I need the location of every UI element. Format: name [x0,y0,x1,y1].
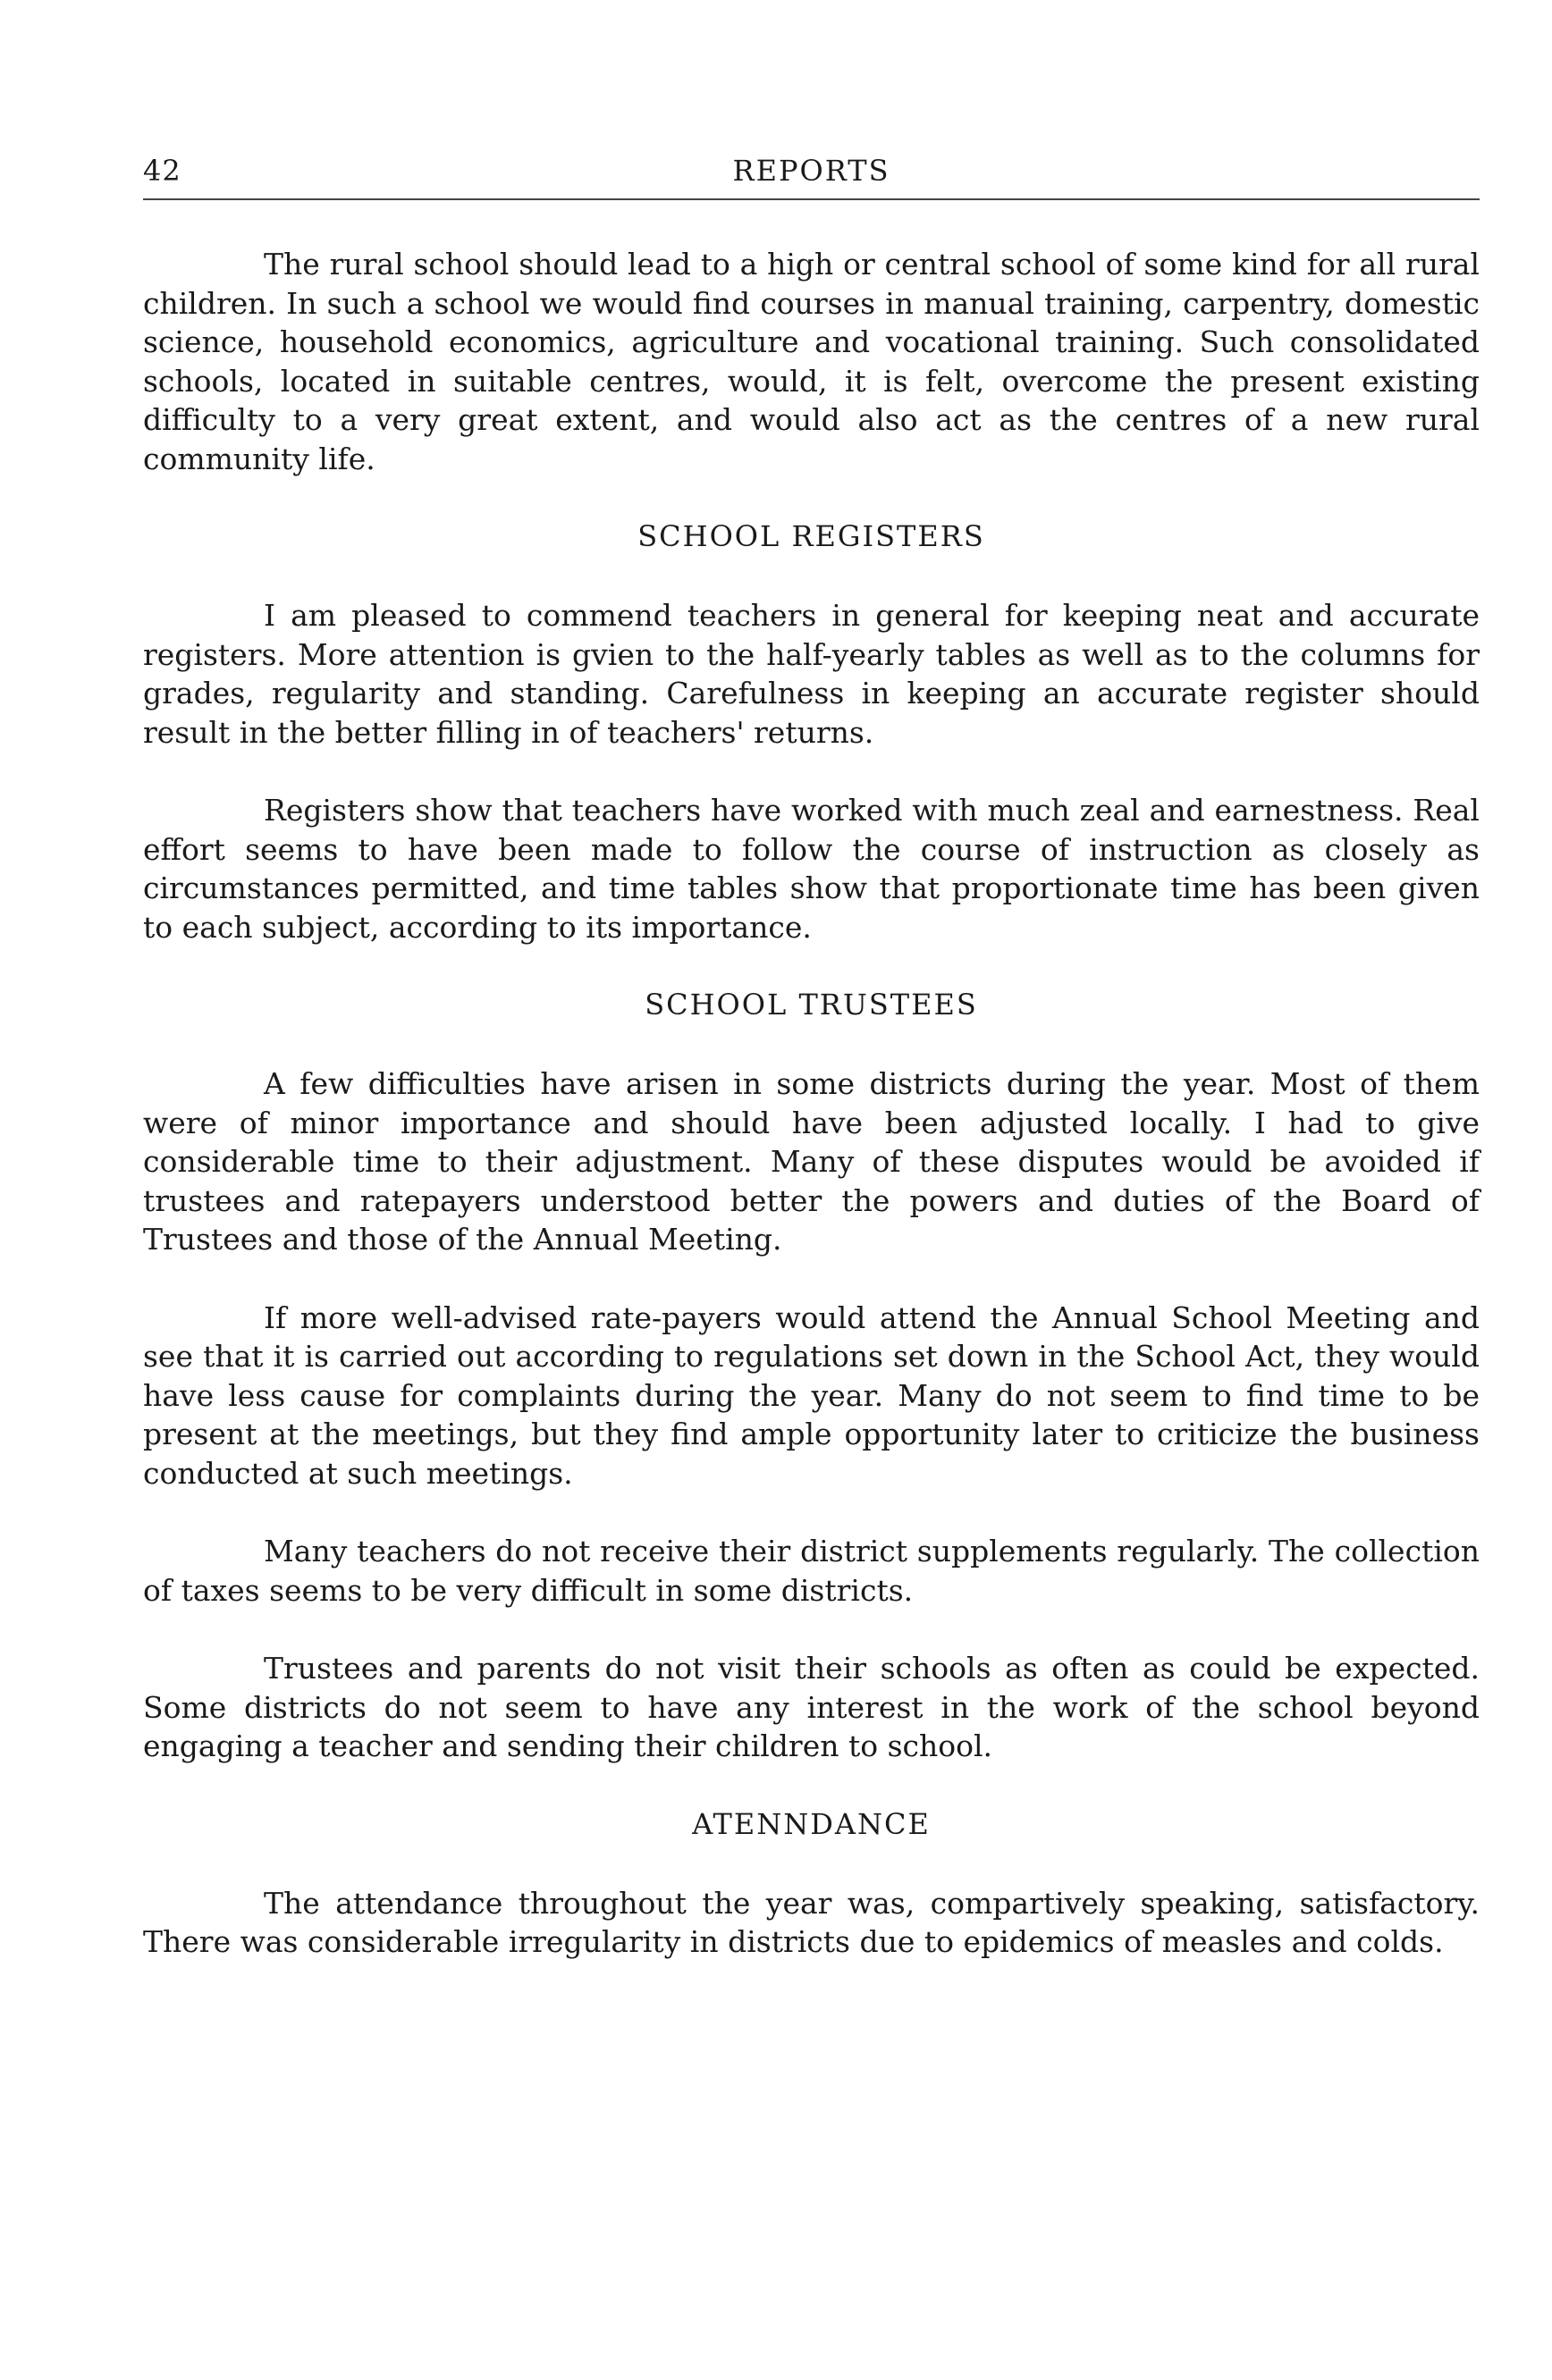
paragraph-attendance: The attendance throughout the year was, compartively speaking, satisfactory. There was considerable irregularity in districts due to epidemics of measles and colds. [143,1885,1480,1959]
heading-school-registers: SCHOOL REGISTERS [637,519,985,553]
page-header [143,152,1480,189]
running-head: REPORTS [732,154,890,188]
header-rule [143,198,1480,200]
paragraph-registers-commend: I am pleased to commend teachers in general for keeping neat and accurate registers. More attention is gvien to the half-yearly tables as well as to the columns for grades, regularity and standing. Carefulness in keeping an accurate register should result in the better filling in of teachers' returns. [143,598,1480,750]
paragraph-registers-zeal: Registers show that teachers have worked with much zeal and earnestness. Real effort seems to have been made to follow the course of instruction as closely as circumstances permitted, and time tables show that proportionate time has been given to each subject, according to its importance. [143,793,1480,945]
paragraph-rural-school: The rural school should lead to a high or central school of some kind for all rural children. In such a school we would find courses in manual training, carpentry, domestic science, household economics, agriculture and vocational training. Such consolidated schools, located in suitable centres, would, it is felt, overcome the present existing difficulty to a very great extent, and would also act as the centres of a new rural community life. [143,247,1480,476]
paragraph-annual-meeting: If more well-advised rate-payers would attend the Annual School Meeting and see that it is carried out according to regulations set down in the School Act, they would have less cause for complaints during the year. Many do not seem to find time to be present at the meetings, but they find ample opportunity later to criticize the business conducted at such meetings. [143,1299,1480,1491]
page-body [143,245,1480,1962]
page-number: 42 [143,154,181,188]
document-page [143,152,1480,2001]
paragraph-visits: Trustees and parents do not visit their schools as often as could be expected. Some districts do not seem to have any interest in the work of the school beyond engaging a teacher and sending their children to school. [143,1651,1480,1763]
paragraph-supplements: Many teachers do not receive their district supplements regularly. The collection of taxes seems to be very difficult in some districts. [143,1534,1480,1608]
heading-school-trustees: SCHOOL TRUSTEES [645,988,978,1022]
paragraph-trustees-difficulties: A few difficulties have arisen in some districts during the year. Most of them were of minor importance and should have been adjusted locally. I had to give considerable time to their adjustment. Many of these disputes would be avoided if trustees and ratepayers understood better the powers and duties of the Board of Trustees and those of the Annual Meeting. [143,1066,1480,1257]
heading-attendance: ATENNDANCE [692,1806,931,1841]
